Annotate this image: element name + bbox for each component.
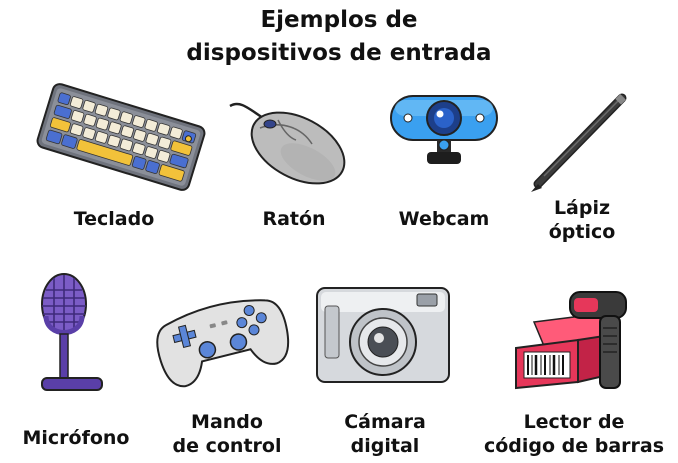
mouse-label-line-1: Ratón (262, 208, 326, 230)
keyboard-illustration (28, 78, 214, 196)
mouse-illustration (226, 98, 350, 194)
webcam-illustration (385, 90, 503, 178)
light-pen-label-line-2: óptico (548, 221, 616, 243)
digital-camera-label-line-2: digital (350, 435, 420, 457)
digital-camera-label (325, 410, 445, 458)
mouse-label (234, 207, 354, 231)
barcode-reader-illustration (508, 288, 636, 400)
barcode-reader-label-line-2: código de barras (483, 435, 665, 457)
keyboard-label (54, 207, 174, 231)
title-line-1: Ejemplos de (260, 7, 418, 33)
digital-camera-label-line-1: Cámara (344, 411, 426, 433)
barcode-reader-label (476, 410, 672, 458)
microphone-label (14, 426, 138, 450)
gamepad-label-line-1: Mando (191, 411, 263, 433)
digital-camera-illustration (313, 280, 453, 392)
webcam-label (382, 207, 506, 231)
diagram-title (0, 4, 678, 70)
microphone-label-line-1: Micrófono (22, 427, 130, 449)
light-pen-label-line-1: Lápiz (553, 197, 611, 219)
gamepad-label (156, 410, 298, 458)
title-line-2: dispositivos de entrada (186, 40, 492, 66)
webcam-label-line-1: Webcam (398, 208, 490, 230)
gamepad-label-line-2: de control (172, 435, 282, 457)
microphone-illustration (38, 272, 110, 400)
keyboard-label-line-1: Teclado (73, 208, 155, 230)
light-pen-illustration (522, 92, 634, 196)
light-pen-label (522, 196, 642, 244)
barcode-reader-label-line-1: Lector de (523, 411, 625, 433)
gamepad-illustration (150, 276, 292, 392)
